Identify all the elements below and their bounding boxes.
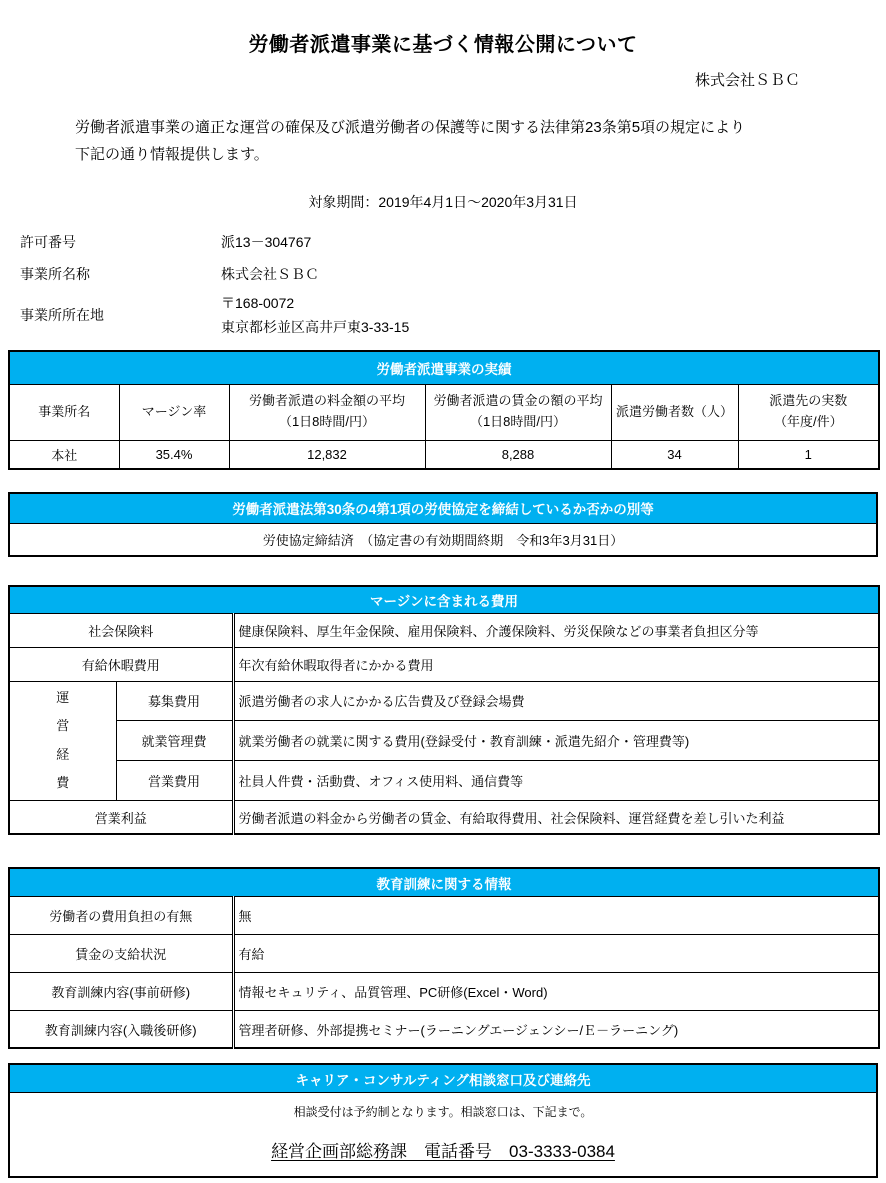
agreement-status: 労使協定締結済 （協定書の有効期間終期 令和3年3月31日） [9,523,877,556]
col-header-avg-fee: 労働者派遣の料金額の平均 （1日8時間/円） [229,384,425,440]
page-title: 労働者派遣事業に基づく情報公開について [248,34,638,56]
results-section [8,350,878,470]
cell-avg-fee: 12,832 [229,440,425,469]
info-value: 株式会社ＳＢＣ [221,265,319,282]
cost-content: 労働者派遣の料金から労働者の賃金、有給取得費用、社会保険料、運営経費を差し引いた利益 [233,800,879,834]
results-data-row [9,440,879,469]
training-section [8,867,878,1049]
training-label: 教育訓練内容(事前研修) [9,972,233,1010]
cost-label: 営業費用 [116,761,233,801]
training-label: 教育訓練内容(入職後研修) [9,1010,233,1048]
agreement-title-bar: 労働者派遣法第30条の4第1項の労使協定を締結しているか否かの別等 [9,493,877,523]
col-header-avg-wage: 労働者派遣の賃金の額の平均 （1日8時間/円） [425,384,611,440]
career-title-bar: キャリア・コンサルティング相談窓口及び連絡先 [9,1064,877,1092]
agreement-section [8,492,878,557]
cost-label: 募集費用 [116,681,233,721]
info-label: 事業所名称 [20,266,90,282]
cost-content: 健康保険料、厚生年金保険、雇用保険料、介護保険料、労災保険などの事業者負担区分等 [233,613,879,647]
col-header-office: 事業所名 [9,384,119,440]
career-section [8,1063,878,1178]
results-title-bar: 労働者派遣事業の実績 [9,351,879,384]
col-header-clients: 派遣先の実数 （年度/件） [738,384,879,440]
office-info-list [8,226,878,340]
address-line: 東京都杉並区高井戸東3-33-15 [221,319,410,335]
document-page [0,28,886,1178]
table-row [9,613,879,647]
training-content: 情報セキュリティ、品質管理、PC研修(Excel・Word) [233,972,879,1010]
training-title-bar: 教育訓練に関する情報 [9,868,879,896]
career-table [8,1063,878,1178]
cell-clients: 1 [738,440,879,469]
col-header-margin-rate: マージン率 [119,384,229,440]
margin-costs-section [8,585,878,835]
career-note: 相談受付は予約制となります。相談窓口は、下記まで。 [293,1104,593,1119]
career-body [9,1092,877,1177]
training-table [8,867,880,1049]
cost-label: 営業利益 [9,800,233,834]
table-row [9,647,879,681]
table-row [9,934,879,972]
cost-content: 派遣労働者の求人にかかる広告費及び登録会場費 [233,681,879,721]
cost-label: 有給休暇費用 [9,647,233,681]
table-row [9,1010,879,1048]
col-header-workers: 派遣労働者数（人） [611,384,738,440]
cell-avg-wage: 8,288 [425,440,611,469]
intro-line-1: 労働者派遣事業の適正な運営の確保及び派遣労働者の保護等に関する法律第23条第5項の規定により [75,119,746,136]
cell-margin-rate: 35.4% [119,440,229,469]
margin-costs-table [8,585,880,835]
info-row-office-address [8,290,878,340]
info-label: 事業所所在地 [20,307,104,323]
target-period: 対象期間：2019年4月1日～2020年3月31日 [308,194,578,210]
cost-content: 就業労働者の就業に関する費用(登録受付・教育訓練・派遣先紹介・管理費等) [233,721,879,761]
cell-workers: 34 [611,440,738,469]
table-row [9,681,879,721]
table-row [9,721,879,761]
cost-group-label: 運営経費 [9,681,116,800]
training-label: 労働者の費用負担の有無 [9,896,233,934]
cost-label: 社会保険料 [9,613,233,647]
cost-content: 年次有給休暇取得者にかかる費用 [233,647,879,681]
results-table [8,350,880,470]
intro-paragraph [75,114,878,168]
career-contact: 経営企画部総務課 電話番号 03-3333-0384 [271,1141,615,1161]
info-value [221,291,409,340]
table-row [9,896,879,934]
training-content: 無 [233,896,879,934]
table-row [9,761,879,801]
info-value: 派13－304767 [221,233,312,250]
cell-office: 本社 [9,440,119,469]
intro-line-2: 下記の通り情報提供します。 [75,146,269,163]
info-row-office-name [8,258,878,290]
agreement-table [8,492,878,557]
table-row [9,800,879,834]
cost-content: 社員人件費・活動費、オフィス使用料、通信費等 [233,761,879,801]
info-row-permit-number [8,226,878,258]
cost-label: 就業管理費 [116,721,233,761]
training-content: 管理者研修、外部提携セミナー(ラーニングエージェンシー/Ｅ－ラーニング) [233,1010,879,1048]
margin-costs-title-bar: マージンに含まれる費用 [9,586,879,613]
training-content: 有給 [233,934,879,972]
results-header-row [9,384,879,440]
table-row [9,972,879,1010]
info-label: 許可番号 [20,234,76,250]
company-name: 株式会社ＳＢＣ [694,72,800,89]
training-label: 賃金の支給状況 [9,934,233,972]
postal-code: 〒168-0072 [221,294,295,311]
